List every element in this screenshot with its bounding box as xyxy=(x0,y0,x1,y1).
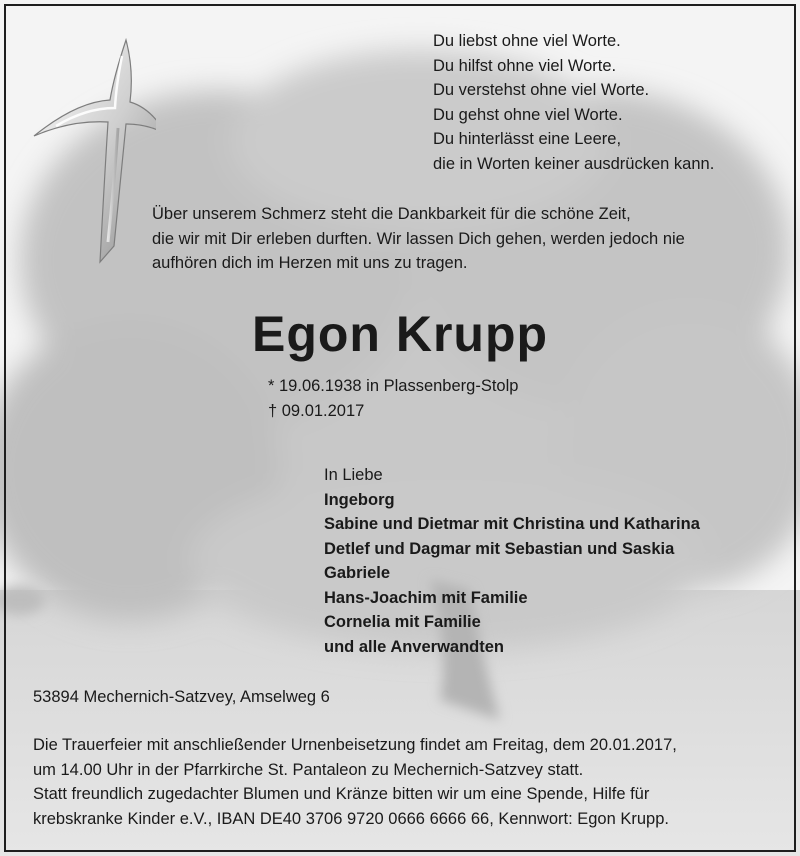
poem-line: Du hilfst ohne viel Worte. xyxy=(433,56,617,75)
intro-line: Über unserem Schmerz steht die Dankbarkeit für die schöne Zeit, xyxy=(152,205,631,223)
family-member: Ingeborg xyxy=(324,490,395,509)
poem-line: Du hinterlässt eine Leere, xyxy=(433,130,622,148)
funeral-notice xyxy=(33,733,677,831)
death-date: † 09.01.2017 xyxy=(268,401,365,420)
notice-line: Statt freundlich zugedachter Blumen und Kränze bitten wir um eine Spende, Hilfe für xyxy=(33,785,650,803)
family-member: Cornelia mit Familie xyxy=(324,613,481,631)
intro-line: aufhören dich im Herzen mit uns zu tragen. xyxy=(152,254,468,272)
poem-line: Du gehst ohne viel Worte. xyxy=(433,105,623,124)
life-dates xyxy=(268,374,518,423)
family-member: Sabine und Dietmar mit Christina und Katharina xyxy=(324,515,700,533)
address: 53894 Mechernich-Satzvey, Amselweg 6 xyxy=(33,688,330,706)
cross-icon xyxy=(26,36,156,266)
family-member: Gabriele xyxy=(324,564,391,582)
notice-line: krebskranke Kinder e.V., IBAN DE40 3706 9720 0666 6666 66, Kennwort: Egon Krupp. xyxy=(33,809,669,828)
family-member: Hans-Joachim mit Familie xyxy=(324,588,528,607)
poem-line: die in Worten keiner ausdrücken kann. xyxy=(433,154,715,173)
intro-line: die wir mit Dir erleben durften. Wir lassen Dich gehen, werden jedoch nie xyxy=(152,229,685,248)
notice-line: um 14.00 Uhr in der Pfarrkirche St. Pantaleon zu Mechernich-Satzvey statt. xyxy=(33,760,584,779)
poem xyxy=(433,29,714,176)
family-list xyxy=(324,463,700,659)
birth-date: * 19.06.1938 in Plassenberg-Stolp xyxy=(268,377,519,395)
family-member: und alle Anverwandten xyxy=(324,637,505,656)
poem-line: Du liebst ohne viel Worte. xyxy=(433,32,621,50)
family-member: Detlef und Dagmar mit Sebastian und Saskia xyxy=(324,539,675,558)
intro-text xyxy=(152,202,685,276)
poem-line: Du verstehst ohne viel Worte. xyxy=(433,81,650,99)
deceased-name: Egon Krupp xyxy=(251,306,549,362)
notice-line: Die Trauerfeier mit anschließender Urnenbeisetzung findet am Freitag, dem 20.01.2017, xyxy=(33,736,677,754)
family-intro: In Liebe xyxy=(324,466,383,484)
